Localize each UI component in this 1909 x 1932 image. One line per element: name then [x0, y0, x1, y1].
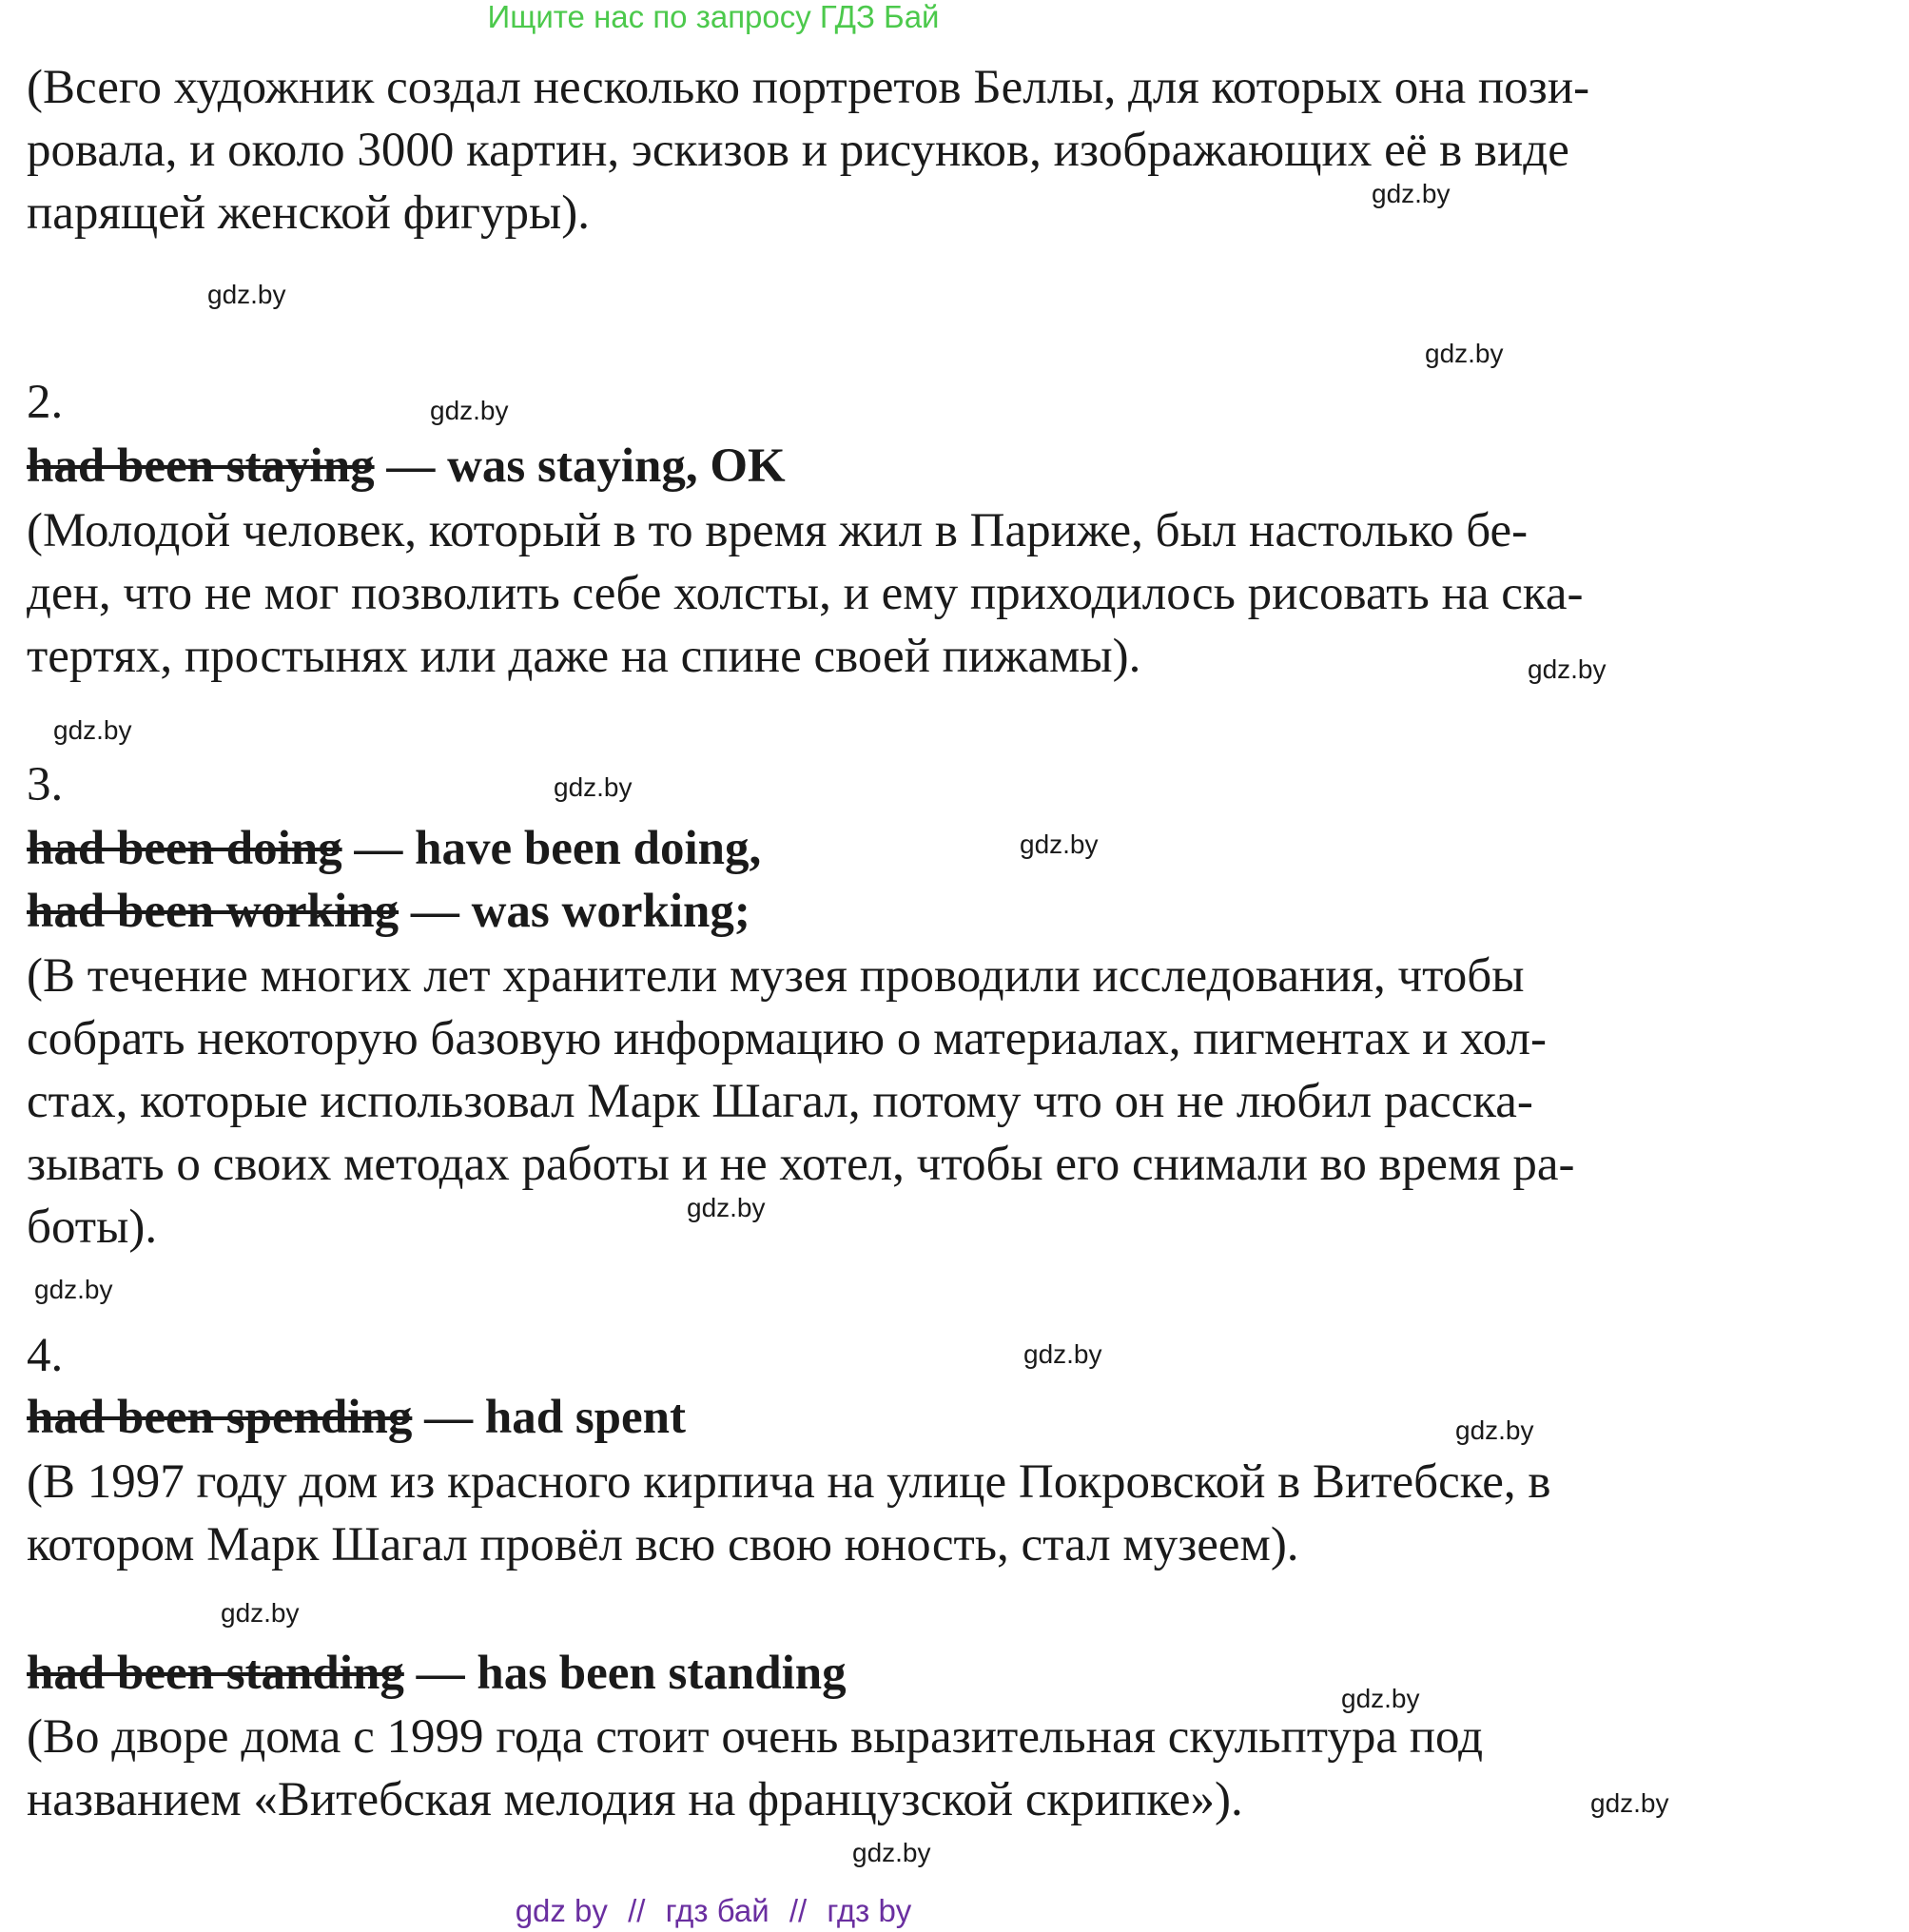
item-4-correction-2: — has been standing [403, 1647, 847, 1700]
item-4-correction-1: — had spent [412, 1391, 687, 1444]
search-banner: Ищите нас по запросу ГДЗ Бай [487, 0, 940, 34]
item-3-text-3: стах, которые использовал Марк Шагал, потому что он не любил расска- [27, 1075, 1533, 1128]
watermark: gdz.by [207, 280, 286, 309]
item-4-answer-2 [27, 1645, 847, 1702]
watermark: gdz.by [1528, 654, 1607, 684]
watermark: gdz.by [1425, 339, 1504, 368]
item-4-text-4: названием «Витебская мелодия на французской скрипке»). [27, 1773, 1243, 1826]
footer-links [0, 1893, 1427, 1929]
footer-link-gdz-by[interactable]: gdz by [515, 1893, 608, 1928]
item-4-answer-1 [27, 1389, 686, 1446]
item-4-struck-1: had been spending [27, 1391, 413, 1444]
item-2-correction: — was staying, OK [374, 439, 786, 493]
watermark: gdz.by [53, 715, 132, 745]
item-3-text-2: собрать некоторую базовую информацию о материалах, пигментах и хол- [27, 1012, 1547, 1065]
item-3-struck-1: had been doing [27, 822, 342, 875]
watermark: gdz.by [34, 1275, 113, 1304]
watermark: gdz.by [221, 1598, 300, 1628]
item-3-text-4: зывать о своих методах работы и не хотел, чтобы его снимали во время ра- [27, 1138, 1575, 1191]
watermark: gdz.by [687, 1193, 766, 1222]
watermark: gdz.by [1020, 829, 1099, 859]
footer-separator: // [789, 1893, 808, 1928]
watermark: gdz.by [852, 1838, 931, 1867]
item-3-answer-1 [27, 820, 761, 877]
item-2-number: 2. [27, 376, 64, 429]
item-4-text-1: (В 1997 году дом из красного кирпича на улице Покровской в Витебске, в [27, 1455, 1551, 1509]
watermark: gdz.by [1590, 1788, 1669, 1818]
item-4-struck-2: had been standing [27, 1647, 404, 1700]
item-3-struck-2: had been working [27, 885, 399, 938]
item-3-correction-1: — have been doing, [341, 822, 762, 875]
watermark: gdz.by [1455, 1415, 1534, 1445]
watermark: gdz.by [554, 772, 633, 802]
item-4-text-3: (Во дворе дома с 1999 года стоит очень выразительная скульптура под [27, 1710, 1484, 1764]
item-2-text-3: тертях, простынях или даже на спине своей пижамы). [27, 630, 1141, 683]
item-3-text-5: боты). [27, 1200, 158, 1254]
footer-separator: // [628, 1893, 646, 1928]
item-2-text-1: (Молодой человек, который в то время жил в Париже, был настолько бе- [27, 504, 1529, 557]
footer-link-gdz-by-cyr[interactable]: гдз by [827, 1893, 912, 1928]
footer-link-gdz-bai[interactable]: гдз бай [665, 1893, 769, 1928]
intro-line-2: ровала, и около 3000 картин, эскизов и рисунков, изображающих её в виде [27, 124, 1569, 177]
item-2-struck: had been staying [27, 439, 375, 493]
item-2-text-2: ден, что не мог позволить себе холсты, и ему приходилось рисовать на ска- [27, 567, 1584, 620]
intro-line-1: (Всего художник создал несколько портретов Беллы, для которых она пози- [27, 61, 1590, 114]
item-2-answer [27, 438, 786, 495]
intro-line-3: парящей женской фигуры). [27, 186, 590, 240]
item-3-correction-2: — was working; [399, 885, 750, 938]
watermark: gdz.by [1341, 1684, 1420, 1713]
item-3-text-1: (В течение многих лет хранители музея проводили исследования, чтобы [27, 949, 1525, 1003]
item-3-number: 3. [27, 758, 64, 811]
watermark: gdz.by [430, 396, 509, 425]
watermark: gdz.by [1372, 179, 1451, 208]
item-3-answer-2 [27, 883, 750, 940]
item-4-number: 4. [27, 1329, 64, 1382]
item-4-text-2: котором Марк Шагал провёл всю свою юность, стал музеем). [27, 1518, 1299, 1571]
watermark: gdz.by [1023, 1339, 1102, 1369]
